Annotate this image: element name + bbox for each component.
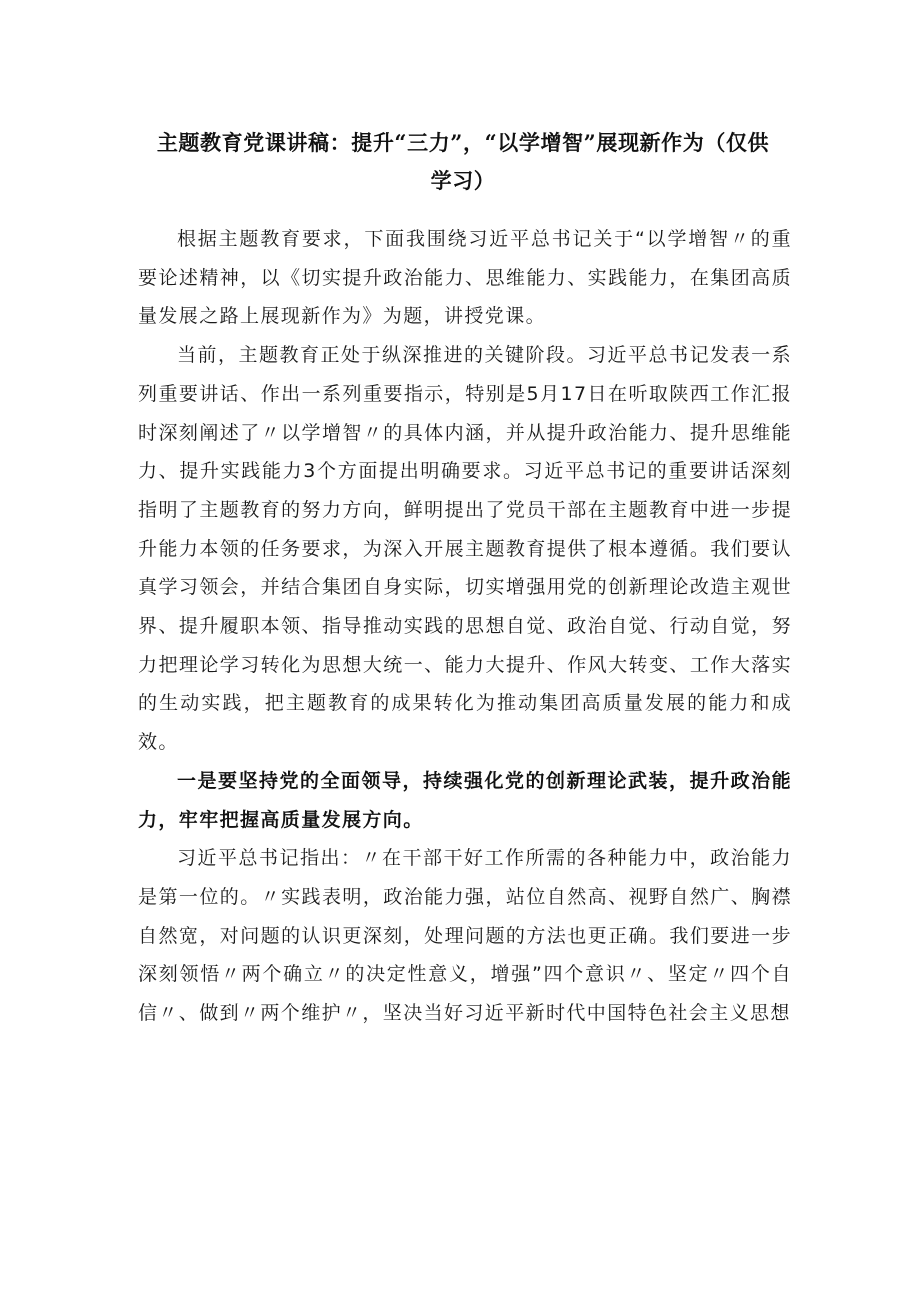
paragraph-context: 当前，主题教育正处于纵深推进的关键阶段。习近平总书记发表一系列重要讲话、作出一系列重要指示，特别是5月17日在听取陕西工作汇报时深刻阐述了〃以学增智〃的具体内涵，并从提升政治能力、提升思维能力、提升实践能力3个方面提出明确要求。习近平总书记的重要讲话深刻指明了主题教育的努力方向，鲜明提出了党员干部在主题教育中进一步提升能力本领的任务要求，为深入开展主题教育提供了根本遵循。我们要认真学习领会，并结合集团自身实际，切实增强用党的创新理论改造主观世界、提升履职本领、指导推动实践的思想自觉、政治自觉、行动自觉，努力把理论学习转化为思想大统一、能力大提升、作风大转变、工作大落实的生动实践，把主题教育的成果转化为推动集团高质量发展的能力和成效。 [138,344,792,754]
section-heading-one: 一是要坚持党的全面领导，持续强化党的创新理论武装，提升政治能力，牢牢把握高质量发展方向。 [138,769,792,831]
paragraph-political-ability: 习近平总书记指出：〃在干部干好工作所需的各种能力中，政治能力是第一位的。〃实践表明，政治能力强，站位自然高、视野自然广、胸襟自然宽，对问题的认识更深刻，处理问题的方法也更正确。我们要进一步深刻领悟〃两个确立〃的决定性意义，增强”四个意识〃、坚定〃四个自信〃、做到〃两个维护〃，坚决当好习近平新时代中国特色社会主义思想 [138,847,792,1025]
title-line-1: 主题教育党课讲稿：提升“三力”，“以学增智”展现新作为（仅供 [156,130,770,155]
paragraph-intro: 根据主题教育要求，下面我围绕习近平总书记关于“以学增智〃的重要论述精神，以《切实提升政治能力、思维能力、实践能力，在集团高质量发展之路上展现新作为》为题，讲授党课。 [138,228,792,328]
document-body [138,220,792,1033]
title-line-2: 学习） [430,168,496,193]
document-title [138,124,788,200]
